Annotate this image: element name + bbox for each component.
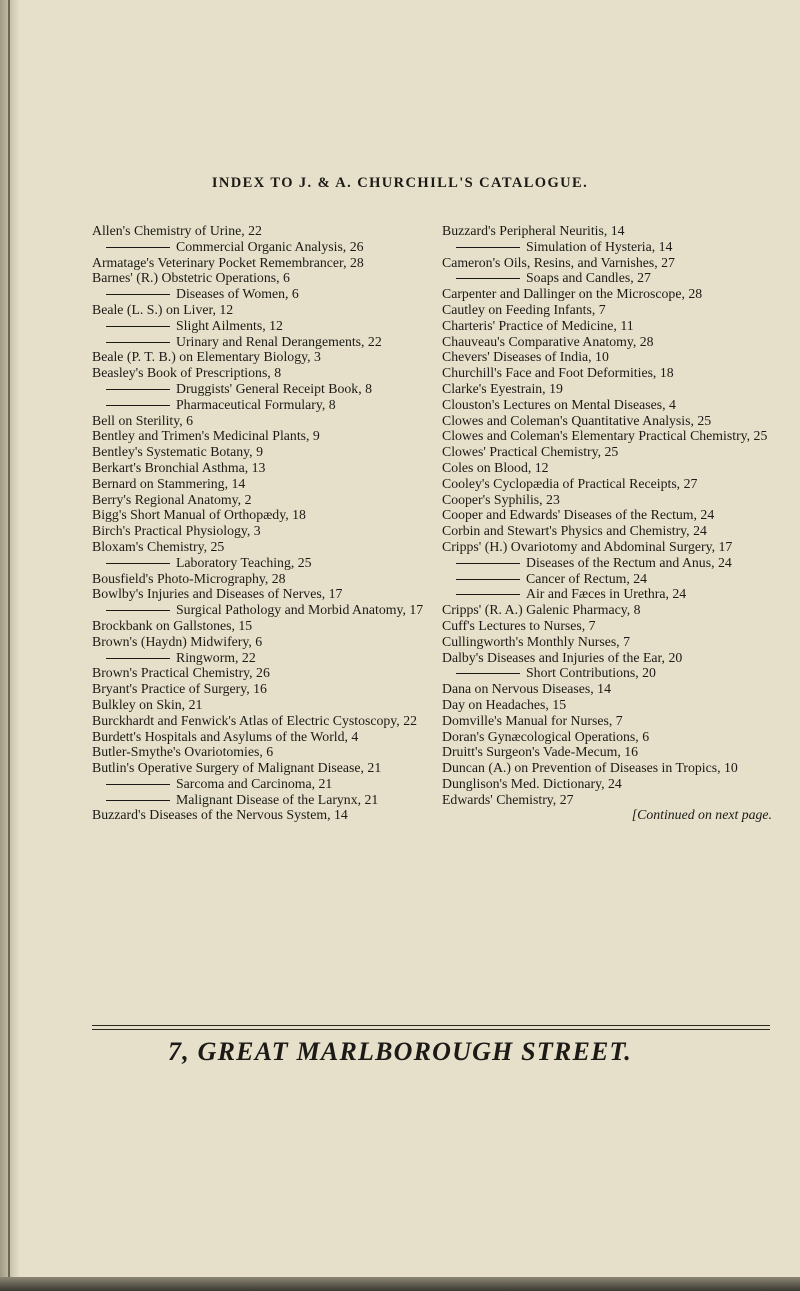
entry-text: Beale (P. T. B.) on Elementary Biology, 3 — [92, 349, 321, 365]
index-entry — [92, 365, 432, 381]
entry-text: Cooper and Edwards' Diseases of the Rectum, 24 — [442, 507, 715, 523]
entry-text: Day on Headaches, 15 — [442, 696, 567, 712]
ditto-dash — [106, 247, 170, 248]
binding-line — [8, 0, 10, 1291]
index-entry — [442, 365, 782, 381]
entry-text: Diseases of the Rectum and Anus, 24 — [526, 554, 732, 570]
entry-text: Clowes' Practical Chemistry, 25 — [442, 444, 619, 460]
index-entry — [92, 697, 432, 713]
entry-text: Bigg's Short Manual of Orthopædy, 18 — [92, 507, 306, 523]
entry-text: Air and Fæces in Urethra, 24 — [526, 586, 687, 602]
ditto-dash — [106, 342, 170, 343]
index-entry — [442, 381, 782, 397]
index-entry — [92, 523, 432, 539]
index-entry — [442, 476, 782, 492]
index-entry — [92, 444, 432, 460]
entry-text: Duncan (A.) on Prevention of Diseases in Tropics, 10 — [442, 760, 738, 776]
ditto-dash — [456, 673, 520, 674]
index-entry — [92, 413, 432, 429]
index-entry — [442, 492, 782, 508]
entry-text: Butlin's Operative Surgery of Malignant Disease, 21 — [92, 760, 382, 776]
index-entry — [92, 302, 432, 318]
index-entry — [92, 713, 432, 729]
entry-text: Doran's Gynæcological Operations, 6 — [442, 728, 650, 744]
index-entry — [92, 760, 432, 776]
entry-text: Cooley's Cyclopædia of Practical Receipts, 27 — [442, 475, 698, 491]
entry-text: Butler-Smythe's Ovariotomies, 6 — [92, 744, 274, 760]
index-entry — [92, 681, 432, 697]
entry-text: Short Contributions, 20 — [526, 665, 656, 681]
index-subentry — [176, 650, 432, 666]
ditto-dash — [106, 563, 170, 564]
entry-text: Clowes and Coleman's Elementary Practical Chemistry, 25 — [442, 428, 768, 444]
index-entry — [442, 223, 782, 239]
entry-text: Buzzard's Peripheral Neuritis, 14 — [442, 223, 625, 238]
left-index-column — [92, 223, 432, 823]
index-entry — [442, 539, 782, 555]
index-entry — [92, 349, 432, 365]
entry-text: Berkart's Bronchial Asthma, 13 — [92, 459, 266, 475]
entry-text: Brockbank on Gallstones, 15 — [92, 617, 253, 633]
entry-text: Cameron's Oils, Resins, and Varnishes, 27 — [442, 254, 675, 270]
entry-text: Domville's Manual for Nurses, 7 — [442, 712, 623, 728]
entry-text: Coles on Blood, 12 — [442, 459, 549, 475]
entry-text: Cripps' (H.) Ovariotomy and Abdominal Surgery, 17 — [442, 538, 733, 554]
index-entry — [92, 744, 432, 760]
index-entry — [442, 760, 782, 776]
entry-text: Bernard on Stammering, 14 — [92, 475, 246, 491]
ditto-dash — [456, 563, 520, 564]
index-entry — [442, 444, 782, 460]
entry-text: Charteris' Practice of Medicine, 11 — [442, 317, 634, 333]
index-entry — [442, 460, 782, 476]
index-subentry — [526, 270, 782, 286]
entry-text: Laboratory Teaching, 25 — [176, 554, 312, 570]
index-entry — [92, 476, 432, 492]
entry-text: Beasley's Book of Prescriptions, 8 — [92, 365, 282, 381]
index-subentry — [176, 602, 432, 618]
ditto-dash — [106, 610, 170, 611]
index-subentry — [176, 334, 432, 350]
page-header: INDEX TO J. & A. CHURCHILL'S CATALOGUE. — [211, 175, 589, 191]
index-subentry — [526, 239, 782, 255]
entry-text: Sarcoma and Carcinoma, 21 — [176, 775, 333, 791]
ditto-dash — [106, 389, 170, 390]
entry-text: Simulation of Hysteria, 14 — [526, 238, 673, 254]
entry-text: Pharmaceutical Formulary, 8 — [176, 396, 336, 412]
entry-text: Burckhardt and Fenwick's Atlas of Electric Cystoscopy, 22 — [92, 712, 417, 728]
index-entry — [442, 413, 782, 429]
entry-text: Birch's Practical Physiology, 3 — [92, 523, 261, 539]
ditto-dash — [106, 326, 170, 327]
entry-text: Malignant Disease of the Larynx, 21 — [176, 791, 379, 807]
index-entry — [442, 792, 782, 808]
entry-text: Corbin and Stewart's Physics and Chemistry, 24 — [442, 523, 707, 539]
index-entry — [442, 507, 782, 523]
index-entry — [92, 460, 432, 476]
index-entry — [442, 334, 782, 350]
entry-text: Churchill's Face and Foot Deformities, 18 — [442, 365, 674, 381]
index-entry — [442, 349, 782, 365]
index-entry — [442, 634, 782, 650]
entry-text: Clarke's Eyestrain, 19 — [442, 380, 563, 396]
footer-rule-thin — [92, 1029, 770, 1030]
index-entry — [92, 223, 432, 239]
index-entry — [442, 744, 782, 760]
index-subentry — [176, 792, 432, 808]
entry-text: Bell on Sterility, 6 — [92, 412, 194, 428]
entry-text: Bryant's Practice of Surgery, 16 — [92, 681, 267, 697]
entry-text: Dunglison's Med. Dictionary, 24 — [442, 775, 622, 791]
entry-text: Cripps' (R. A.) Galenic Pharmacy, 8 — [442, 602, 641, 618]
publisher-address: 7, GREAT MARLBOROUGH STREET. — [168, 1037, 632, 1066]
index-entry — [442, 697, 782, 713]
entry-text: Urinary and Renal Derangements, 22 — [176, 333, 382, 349]
ditto-dash — [106, 784, 170, 785]
ditto-dash — [106, 405, 170, 406]
index-subentry — [176, 239, 432, 255]
right-index-column — [442, 223, 782, 823]
index-entry — [442, 650, 782, 666]
index-entry — [92, 507, 432, 523]
ditto-dash — [106, 294, 170, 295]
index-entry — [92, 539, 432, 555]
entry-text: Druggists' General Receipt Book, 8 — [176, 380, 372, 396]
entry-text: Bulkley on Skin, 21 — [92, 696, 203, 712]
footer-rule — [92, 1025, 770, 1026]
index-entry — [442, 602, 782, 618]
index-subentry — [176, 555, 432, 571]
ditto-dash — [456, 594, 520, 595]
entry-text: Cuff's Lectures to Nurses, 7 — [442, 617, 596, 633]
entry-text: Chauveau's Comparative Anatomy, 28 — [442, 333, 654, 349]
ditto-dash — [456, 278, 520, 279]
entry-text: Barnes' (R.) Obstetric Operations, 6 — [92, 270, 290, 286]
index-entry — [442, 729, 782, 745]
index-entry — [442, 713, 782, 729]
ditto-dash — [456, 247, 520, 248]
index-entry — [92, 428, 432, 444]
index-entry — [92, 729, 432, 745]
entry-text: Dana on Nervous Diseases, 14 — [442, 681, 611, 697]
entry-text: Brown's Practical Chemistry, 26 — [92, 665, 270, 681]
entry-text: Cooper's Syphilis, 23 — [442, 491, 560, 507]
entry-text: Bentley and Trimen's Medicinal Plants, 9 — [92, 428, 320, 444]
entry-text: Bousfield's Photo-Micrography, 28 — [92, 570, 286, 586]
page-bottom-edge — [0, 1277, 800, 1291]
entry-text: Surgical Pathology and Morbid Anatomy, 17 — [176, 602, 424, 618]
index-entry — [442, 523, 782, 539]
entry-text: Burdett's Hospitals and Asylums of the World, 4 — [92, 728, 359, 744]
index-subentry — [526, 571, 782, 587]
entry-text: Cautley on Feeding Infants, 7 — [442, 301, 606, 317]
index-entry — [92, 571, 432, 587]
index-entry — [92, 586, 432, 602]
index-entry — [92, 618, 432, 634]
index-entry — [442, 318, 782, 334]
entry-text: Cullingworth's Monthly Nurses, 7 — [442, 633, 630, 649]
entry-text: Cancer of Rectum, 24 — [526, 570, 648, 586]
index-entry — [442, 286, 782, 302]
entry-text: Druitt's Surgeon's Vade-Mecum, 16 — [442, 744, 639, 760]
index-entry — [442, 255, 782, 271]
entry-text: Allen's Chemistry of Urine, 22 — [92, 223, 262, 238]
entry-text: Brown's (Haydn) Midwifery, 6 — [92, 633, 263, 649]
index-entry — [92, 665, 432, 681]
index-subentry — [176, 776, 432, 792]
entry-text: Clowes and Coleman's Quantitative Analysis, 25 — [442, 412, 712, 428]
entry-text: Slight Ailments, 12 — [176, 317, 283, 333]
index-subentry — [176, 397, 432, 413]
entry-text: Beale (L. S.) on Liver, 12 — [92, 301, 234, 317]
continued-note: [Continued on next page. — [631, 807, 772, 823]
entry-text: Chevers' Diseases of India, 10 — [442, 349, 609, 365]
index-entry — [92, 634, 432, 650]
entry-text: Carpenter and Dallinger on the Microscope, 28 — [442, 286, 703, 302]
index-entry — [442, 776, 782, 792]
entry-text: Commercial Organic Analysis, 26 — [176, 238, 364, 254]
index-subentry — [526, 555, 782, 571]
index-entry — [442, 428, 782, 444]
entry-text: Bentley's Systematic Botany, 9 — [92, 444, 263, 460]
index-subentry — [176, 318, 432, 334]
entry-text: Dalby's Diseases and Injuries of the Ear, 20 — [442, 649, 683, 665]
entry-text: Diseases of Women, 6 — [176, 286, 299, 302]
entry-text: Clouston's Lectures on Mental Diseases, 4 — [442, 396, 676, 412]
entry-text: Ringworm, 22 — [176, 649, 256, 665]
ditto-dash — [456, 579, 520, 580]
index-entry — [442, 302, 782, 318]
index-entry — [442, 681, 782, 697]
index-subentry — [176, 381, 432, 397]
index-subentry — [526, 586, 782, 602]
index-entry — [92, 270, 432, 286]
entry-text: Berry's Regional Anatomy, 2 — [92, 491, 252, 507]
index-entry — [92, 492, 432, 508]
index-subentry — [176, 286, 432, 302]
ditto-dash — [106, 800, 170, 801]
ditto-dash — [106, 658, 170, 659]
index-entry — [92, 807, 432, 823]
entry-text: Edwards' Chemistry, 27 — [442, 791, 574, 807]
entry-text: Buzzard's Diseases of the Nervous System, 14 — [92, 807, 348, 823]
index-entry — [92, 255, 432, 271]
entry-text: Soaps and Candles, 27 — [526, 270, 651, 286]
page-binding-edge — [0, 0, 20, 1291]
index-subentry — [526, 665, 782, 681]
entry-text: Bloxam's Chemistry, 25 — [92, 538, 225, 554]
index-entry — [442, 618, 782, 634]
index-entry — [442, 397, 782, 413]
entry-text: Bowlby's Injuries and Diseases of Nerves, 17 — [92, 586, 343, 602]
entry-text: Armatage's Veterinary Pocket Remembrancer, 28 — [92, 254, 364, 270]
